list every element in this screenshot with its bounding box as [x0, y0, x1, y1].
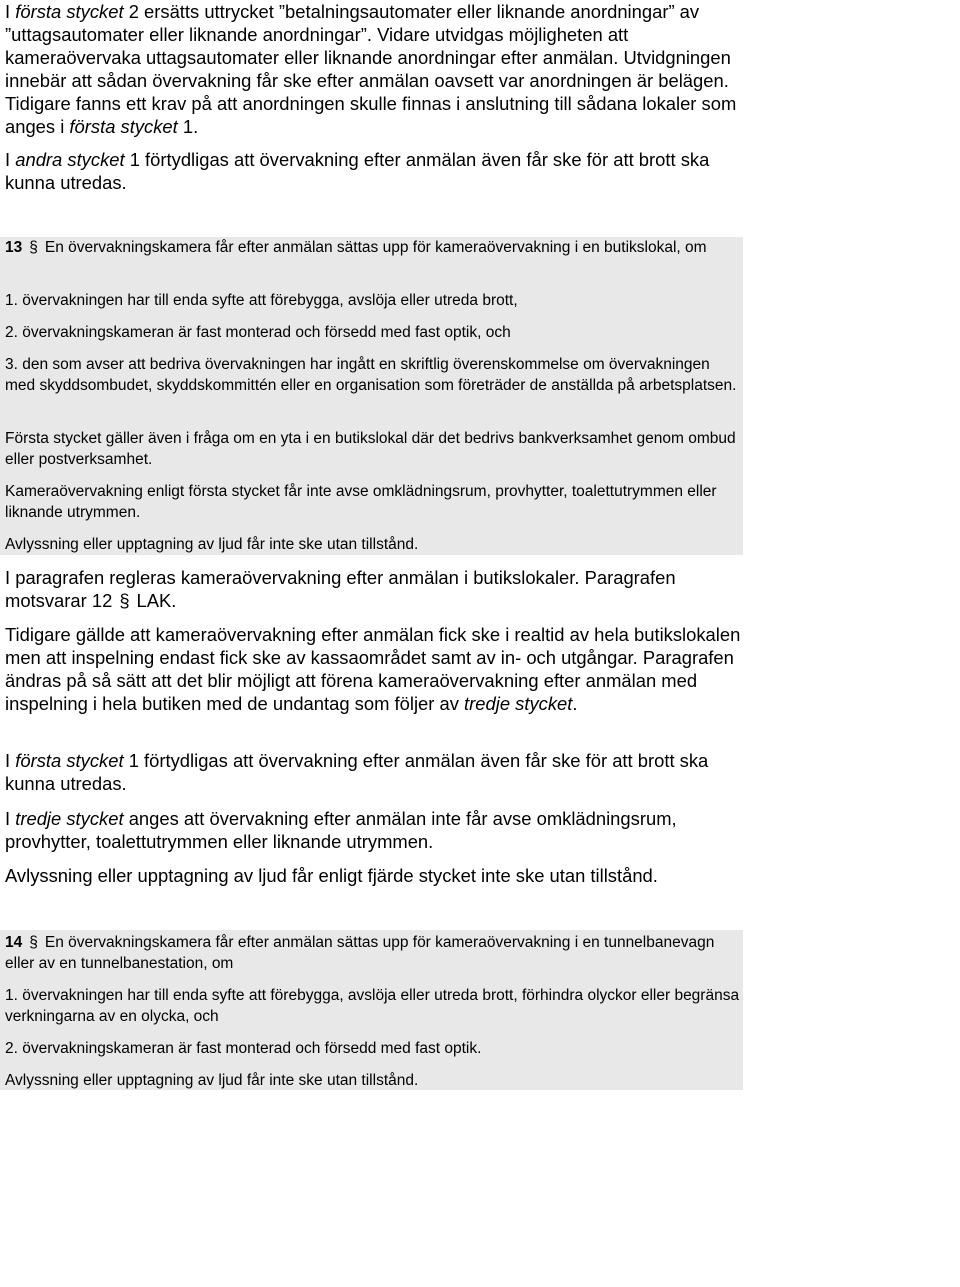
italic-reference: tredje stycket: [15, 808, 124, 829]
commentary-13-paragraph-3: [5, 749, 750, 795]
section-14-item-2: 2. övervakningskameran är fast monterad och försedd med fast optik.: [5, 1040, 482, 1057]
commentary-13-paragraph-1: [5, 566, 750, 612]
section-13-item-3: 3. den som avser att bedriva övervakningen har ingått en skriftlig överenskommelse om övervakningen med skyddsombudet, skyddskommittén eller en organisation som företräder de anställda på arbetsplatsen.: [5, 356, 737, 394]
text: LAK.: [131, 590, 177, 611]
text: 1 förtydligas att övervakning efter anmälan även får ske för att brott ska kunna utredas.: [5, 149, 710, 193]
text: I: [5, 1, 16, 22]
intro-paragraph-2: [5, 148, 750, 194]
section-number: 13: [5, 239, 23, 256]
italic-reference: tredje stycket: [464, 693, 573, 714]
section-13-intro: [5, 237, 740, 258]
italic-reference: första stycket: [15, 750, 124, 771]
section-sign-icon: [27, 932, 41, 953]
commentary-13-paragraph-5: Avlyssning eller upptagning av ljud får enligt fjärde stycket inte ske utan tillstånd.: [5, 865, 658, 886]
section-number: 14: [5, 934, 23, 951]
text: .: [572, 693, 578, 714]
text: 2 ersätts uttrycket ”betalningsautomater eller liknande anordningar” av ”uttagsautomater eller liknande anordningar”. Vidare utvidgas möjligheten att kameraövervaka uttagsautomater eller liknande anordningar efter anmälan. Utvidgningen innebär att sådan övervakning får ske efter anmälan oavsett var anordningen är belägen. Tidigare fanns ett krav på att anordningen skulle finnas i anslutning till sådana lokaler som anges i: [5, 1, 737, 137]
text: En övervakningskamera får efter anmälan sättas upp för kameraövervakning i en tunnelbanevagn eller av en tunnelbanestation, om: [5, 934, 715, 972]
section-13-paragraph-2: Första stycket gäller även i fråga om en yta i en butikslokal där det bedrivs bankverksamhet genom ombud eller postverksamhet.: [5, 430, 736, 468]
text: Tidigare gällde att kameraövervakning efter anmälan fick ske i realtid av hela butikslokalen men att inspelning endast fick ske av kassaområdet samt av in- och utgångar. Paragrafen ändras på så sätt att det blir möjligt att förena kameraövervakning efter anmälan med inspelning i hela butiken med de undantag som följer av: [5, 624, 741, 714]
text: En övervakningskamera får efter anmälan sättas upp för kameraövervakning i en butikslokal, om: [40, 239, 707, 256]
italic-reference: första stycket: [69, 116, 178, 137]
intro-paragraph-1: [5, 0, 750, 138]
text: I: [5, 808, 16, 829]
section-13-paragraph-4: Avlyssning eller upptagning av ljud får inte ske utan tillstånd.: [5, 536, 419, 553]
section-13-item-2: 2. övervakningskameran är fast monterad och försedd med fast optik, och: [5, 324, 511, 341]
commentary-13-paragraph-4: [5, 807, 750, 853]
text: I: [5, 149, 16, 170]
section-14-statute-box: [0, 930, 743, 1090]
section-13-item-1: 1. övervakningen har till enda syfte att förebygga, avslöja eller utreda brott,: [5, 292, 518, 309]
commentary-13-paragraph-2: [5, 623, 750, 715]
text: I: [5, 750, 16, 771]
text: 1.: [177, 116, 199, 137]
section-14-item-1: 1. övervakningen har till enda syfte att förebygga, avslöja eller utreda brott, förhindra olyckor eller begränsa verkningarna av en olycka, och: [5, 987, 740, 1025]
text: I paragrafen regleras kameraövervakning efter anmälan i butikslokaler. Paragrafen motsvarar 12: [5, 567, 676, 611]
section-14-intro: [5, 932, 740, 974]
text: 1 förtydligas att övervakning efter anmälan även får ske för att brott ska kunna utredas.: [5, 750, 709, 794]
section-sign-icon: [27, 237, 41, 258]
section-sign-icon: [117, 589, 131, 612]
italic-reference: andra stycket: [15, 149, 125, 170]
text: anges att övervakning efter anmälan inte får avse omklädningsrum, provhytter, toalettutrymmen eller liknande utrymmen.: [5, 808, 677, 852]
italic-reference: första stycket: [15, 1, 124, 22]
section-13-statute-box: [0, 237, 743, 555]
section-14-paragraph-2: Avlyssning eller upptagning av ljud får inte ske utan tillstånd.: [5, 1072, 419, 1089]
section-13-paragraph-3: Kameraövervakning enligt första stycket får inte avse omklädningsrum, provhytter, toalettutrymmen eller liknande utrymmen.: [5, 483, 717, 521]
